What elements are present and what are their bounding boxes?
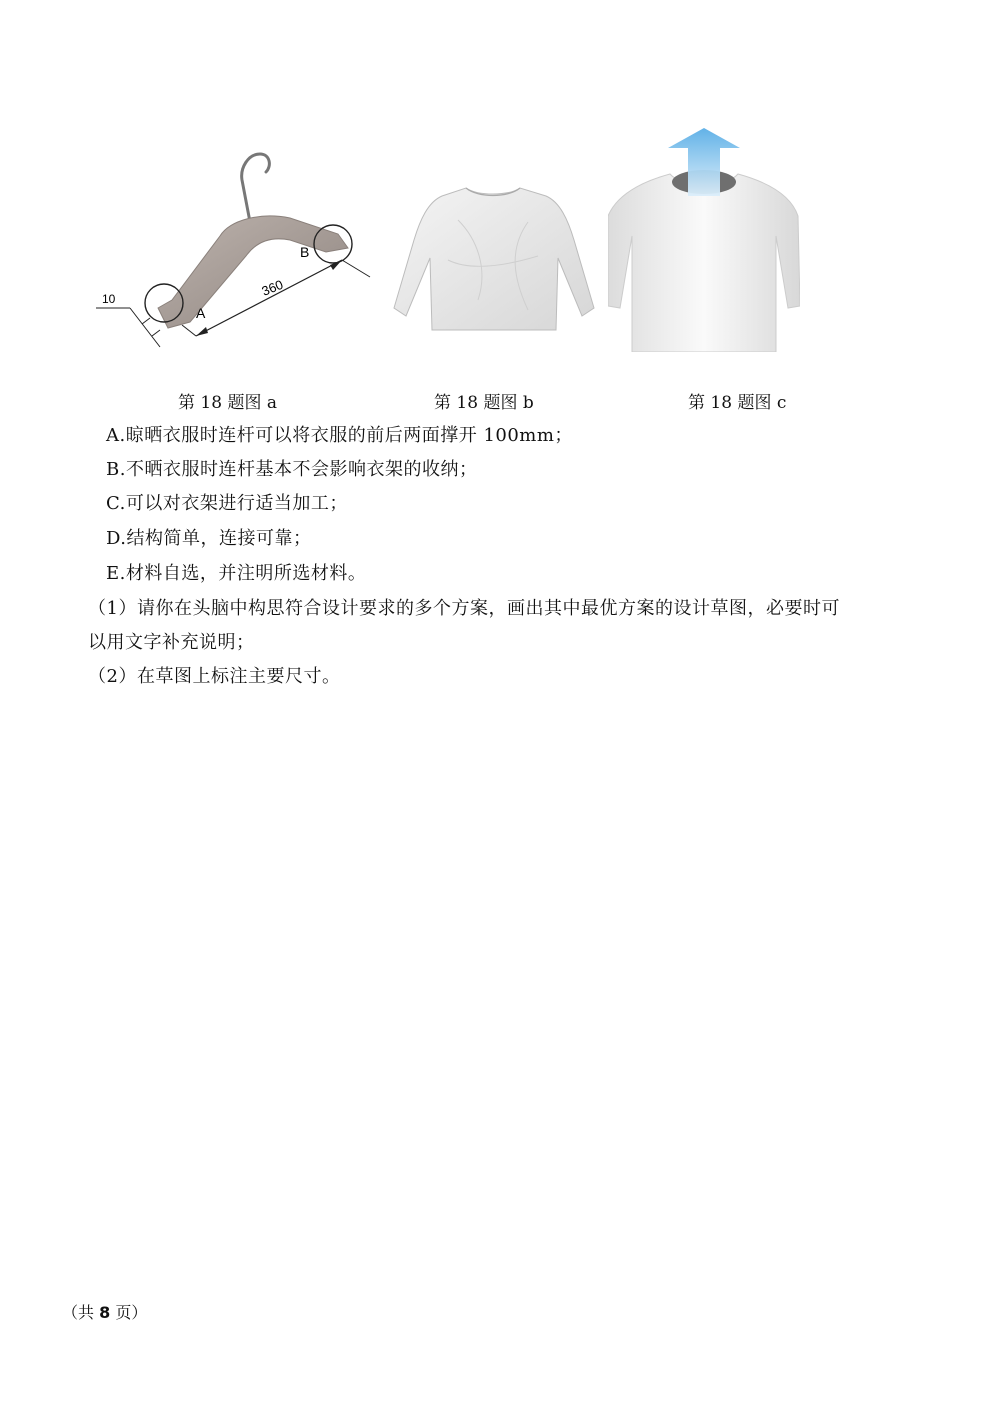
task-1-line-1: （1）请你在头脑中构思符合设计要求的多个方案，画出其中最优方案的设计草图，必要时可 — [88, 598, 840, 619]
shirt-figure — [388, 180, 598, 335]
page-footer — [62, 1300, 147, 1323]
requirement-d: D.结构简单，连接可靠； — [106, 528, 312, 549]
dim-360: 360 — [259, 276, 286, 299]
worn-shirt-figure — [608, 126, 800, 352]
shirt-worn — [608, 174, 800, 352]
figure-b-caption: 第 18 题图 b — [434, 393, 534, 413]
label-a: A — [196, 305, 206, 321]
label-b: B — [300, 244, 310, 260]
dim-10: 10 — [102, 292, 116, 306]
requirement-c: C.可以对衣架进行适当加工； — [106, 493, 348, 514]
hanger-hook — [242, 154, 270, 222]
requirement-a: A.晾晒衣服时连杆可以将衣服的前后两面撑开 100mm； — [106, 425, 573, 446]
task-2: （2）在草图上标注主要尺寸。 — [88, 666, 341, 687]
figure-a-caption: 第 18 题图 a — [178, 393, 277, 413]
shirt-body — [394, 188, 594, 330]
figure-c-caption: 第 18 题图 c — [688, 393, 787, 413]
footer-prefix: （共 — [62, 1303, 100, 1322]
task-1-line-2: 以用文字补充说明； — [88, 632, 255, 653]
hanger-figure — [90, 140, 390, 355]
requirement-b: B.不晒衣服时连杆基本不会影响衣架的收纳； — [106, 459, 478, 480]
footer-page-count: 8 — [99, 1303, 111, 1322]
footer-suffix: 页） — [110, 1303, 148, 1322]
requirement-e: E.材料自选，并注明所选材料。 — [106, 563, 367, 584]
